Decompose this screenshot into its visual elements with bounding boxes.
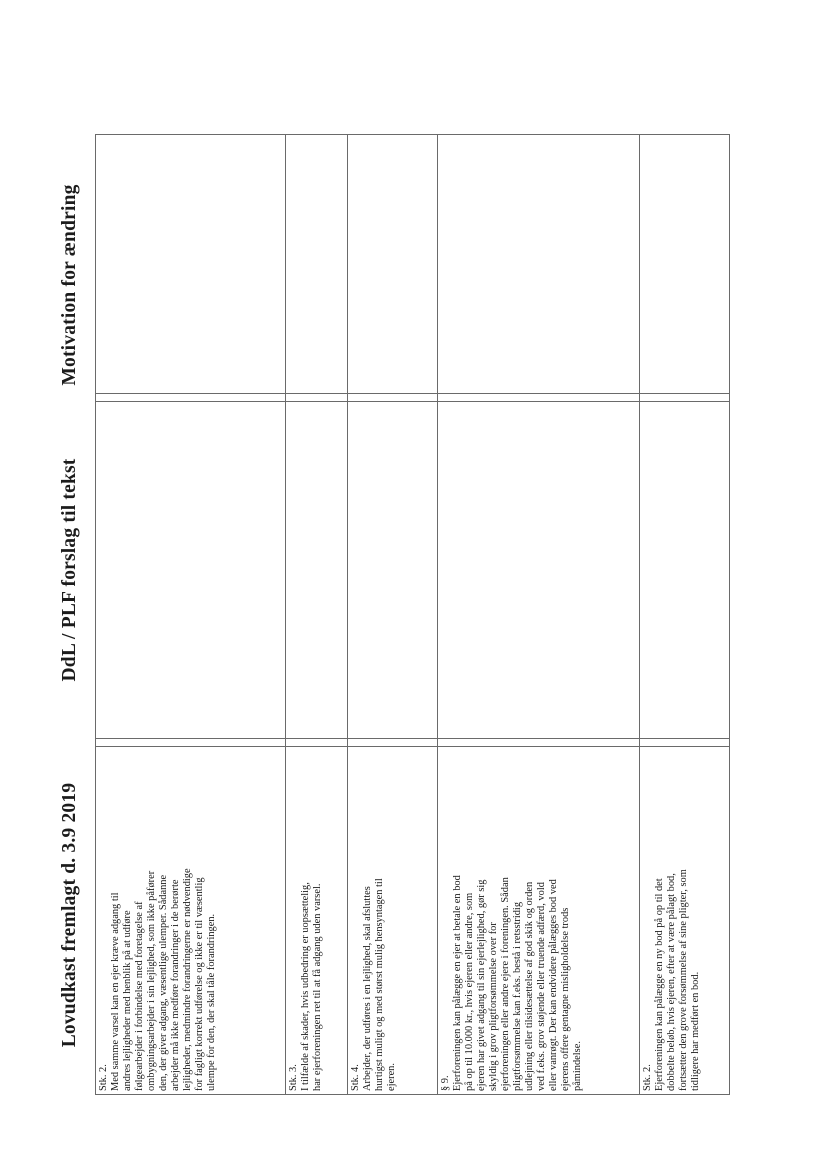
cell-lovudkast [438,747,640,1095]
table-header [55,135,97,1095]
text-line: for fagligt korrekt udførelse og ikke er til væsentlig [194,877,205,1091]
header-motivation: Motivation for ændring [59,184,80,386]
spacer-cell [96,394,286,402]
text-line: pligtforsømmelse kan f.eks. bestå i retsstridig [512,901,523,1091]
cell-ddl-plf [438,402,640,739]
text-line: hurtigst muligt og med størst mulig hensyntagen til [374,878,385,1091]
cell-ddl-plf [348,402,438,739]
spacer-cell [640,739,730,747]
text-line: ejeren. [386,1063,397,1091]
spacer-cell [438,394,640,402]
paragraph-text [654,751,702,1091]
table-row [286,135,348,1095]
text-line: ejeren har givet adgang til sin ejerlejlighed, gør sig [476,879,487,1091]
header-lovudkast: Lovudkast fremlagt d. 3.9 2019 [59,782,80,1048]
cell-ddl-plf [640,402,730,739]
text-line: tidligere har medført en bod. [690,971,701,1091]
spacer-cell [348,739,438,747]
text-line: Ejerforeningen kan pålægge en ejer at betale en bod [452,875,463,1091]
cell-motivation [96,135,286,394]
paragraph-ref: Stk. 4. [350,1064,361,1091]
text-line: dobbelte beløb, hvis ejeren, efter at være pålagt bod, [666,873,677,1091]
text-line: ulempe for den, der skal tåle forandringen. [206,913,217,1091]
text-line: har ejerforeningen ret til at få adgang uden varsel. [312,883,323,1091]
paragraph-text [362,751,398,1091]
spacer-cell [286,739,348,747]
text-line: lejligheder, medmindre forandringerne er nødvendige [182,868,193,1091]
text-line: Arbejder, der udføres i en lejlighed, skal afsluttes [362,886,373,1091]
table-row [348,135,438,1095]
text-line: ved f.eks. grov støjende eller truende adfærd, vold [536,882,547,1091]
text-line: påmindelse. [572,1041,583,1091]
paragraph-text [300,751,324,1091]
text-line: andres lejligheder med henblik på at udføre [122,910,133,1091]
table-row [640,135,730,1095]
text-line: arbejder må ikke medføre forandringer i de berørte [170,879,181,1091]
text-line: ejerens offere gentagne misligholdelse trods [560,907,571,1091]
text-line: skyldig i grov pligtforsømmelse over for [488,922,499,1091]
cell-ddl-plf [96,402,286,739]
paragraph-ref: Stk. 2. [98,1064,109,1091]
header-ddl-plf: DdL / PLF forslag til tekst [59,458,80,682]
spacer-cell [438,739,640,747]
cell-motivation [348,135,438,394]
cell-lovudkast [640,747,730,1095]
text-line: Med samme varsel kan en ejer kræve adgang til [110,892,121,1091]
paragraph-ref: Stk. 3. [288,1064,299,1091]
paragraph-text [452,751,584,1091]
cell-motivation [640,135,730,394]
cell-motivation [438,135,640,394]
text-line: den, der giver adgang, væsentlige ulemper. Sådanne [158,874,169,1091]
table-row [438,135,640,1095]
text-line: følgearbejder i forbindelse med foretagelse af [134,901,145,1091]
cell-lovudkast [286,747,348,1095]
text-line: ejerforeningen eller andre ejere i foreningen. Sådan [500,877,511,1091]
cell-ddl-plf [286,402,348,739]
text-line: udlejning eller tilsidesættelse af god skik og orden [524,881,535,1091]
spacer-cell [286,394,348,402]
rotated-table-page [55,135,735,1095]
spacer-cell [348,394,438,402]
text-line: på op til 10.000 kr., hvis ejeren eller andre, som [464,892,475,1091]
paragraph-ref: Stk. 2. [642,1064,653,1091]
text-line: eller vanrøgt. Der kan endvidere pålægges bod ved [548,879,559,1091]
text-line: Ejerforeningen kan pålægge en ny bod på op til det [654,878,665,1091]
cell-motivation [286,135,348,394]
table-row [96,135,286,1095]
text-line: ombygningsarbejder i sin lejlighed, som ikke påfører [146,870,157,1091]
text-line: fortsætter den grove forsømmelse af sine pligter, som [678,869,689,1091]
paragraph-text [110,751,218,1091]
spacer-cell [640,394,730,402]
cell-lovudkast [348,747,438,1095]
spacer-cell [96,739,286,747]
comparison-table [95,134,730,1095]
cell-lovudkast [96,747,286,1095]
text-line: I tilfælde af skader, hvis udbedring er uopsættelig, [300,882,311,1091]
paragraph-ref: § 9. [440,1075,451,1091]
